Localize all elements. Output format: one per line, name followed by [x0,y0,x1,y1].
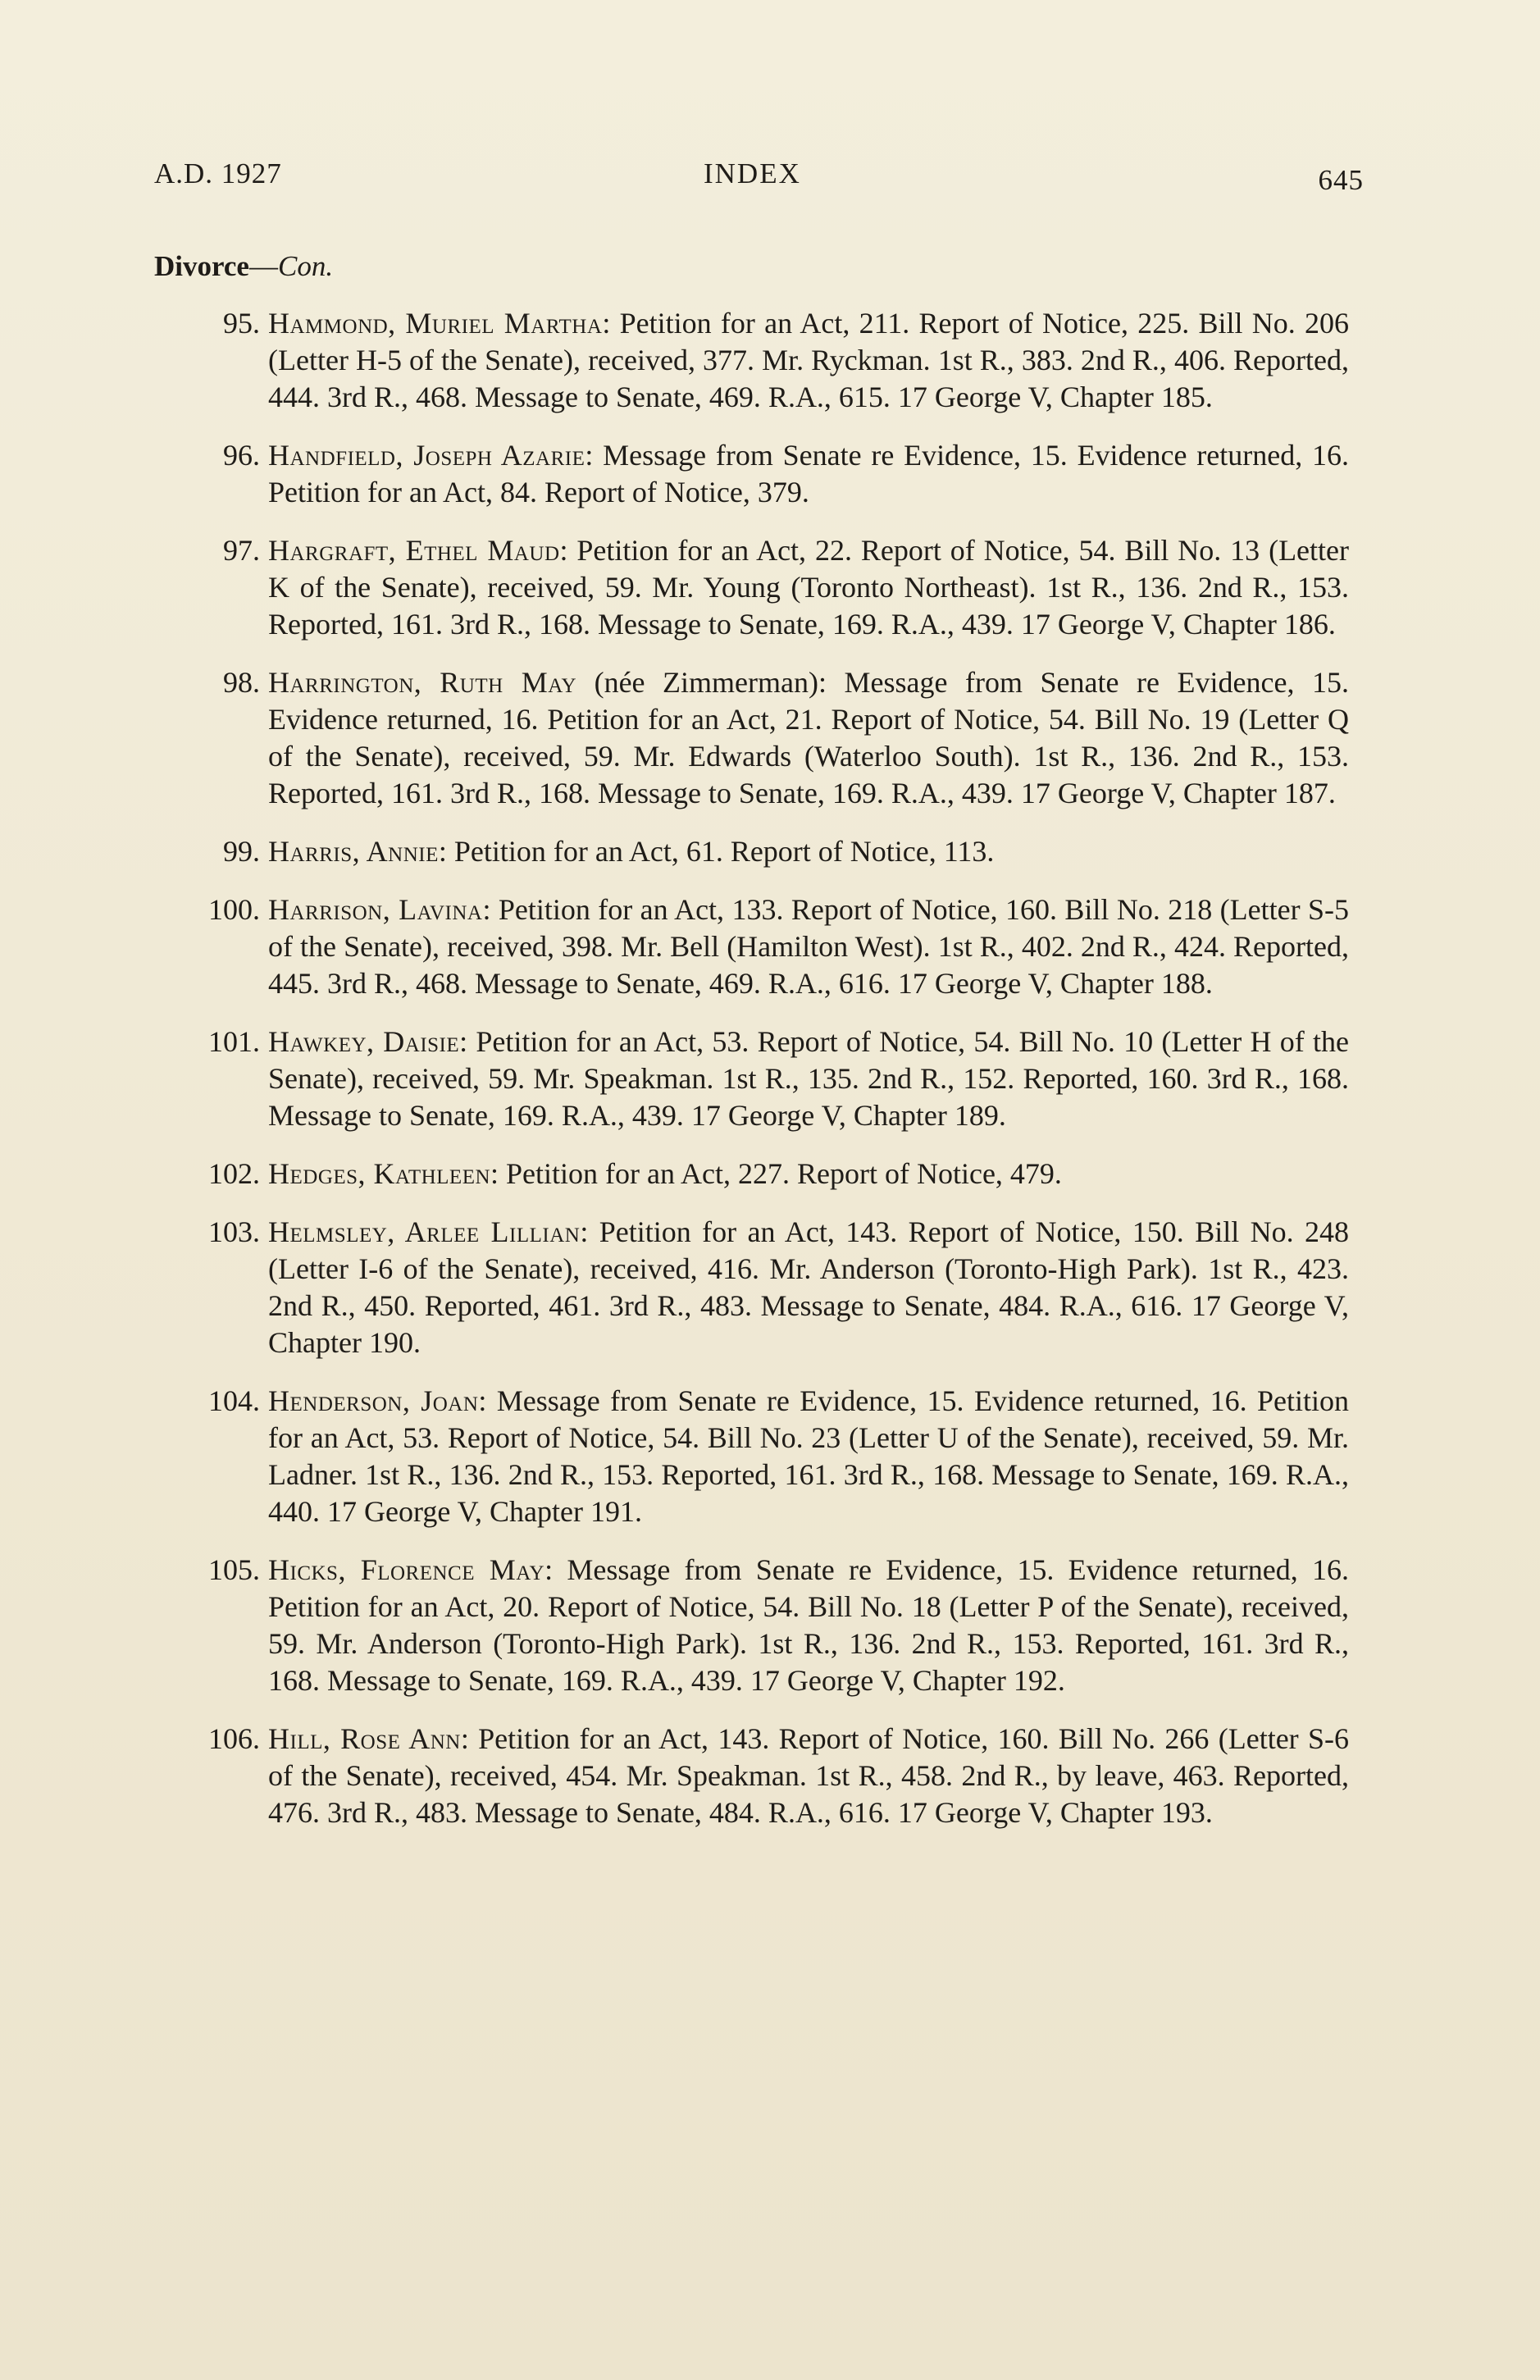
entry-text: : Message from Senate re Evidence, 15. Evidence returned, 16. Petition for an Act, 53. Report of Notice, 54. Bill No. 23 (Letter U of the Senate), received, 59. Mr. Ladner. 1st R., 136. 2nd R., 153. Reported, 161. 3rd R., 168. Message to Senate, 169. R.A., 440. 17 George V, Chapter 191. [268,1384,1349,1528]
entry-number: 98. [223,666,260,699]
index-entry [176,664,1349,812]
entry-text: : Petition for an Act, 22. Report of Notice, 54. Bill No. 13 (Letter K of the Senate), received, 59. Mr. Young (Toronto Northeast). 1st R., 136. 2nd R., 153. Reported, 161. 3rd R., 168. Message to Senate, 169. R.A., 439. 17 George V, Chapter 186. [268,534,1350,641]
entry-number: 99. [223,835,260,868]
entry-number: 97. [223,534,260,567]
entry-name: Hedges, Kathleen [268,1157,491,1190]
entry-text: : Message from Senate re Evidence, 15. Evidence returned, 16. Petition for an Act, 84. Report of Notice, 379. [268,439,1349,508]
entry-name: Henderson, Joan [268,1384,479,1417]
header-title: INDEX [704,157,801,189]
entry-number: 104. [208,1384,260,1417]
index-entry [176,437,1349,511]
section-title: Divorce [154,250,249,282]
entry-name: Hammond, Muriel Martha [268,307,603,340]
section-dash: — [248,250,278,282]
entry-text: : Petition for an Act, 227. Report of Notice, 479. [490,1157,1062,1190]
running-head [154,157,1364,198]
index-entry [176,1214,1349,1361]
header-year: A.D. 1927 [154,157,282,189]
entry-number: 103. [208,1215,260,1248]
entry-text: : Message from Senate re Evidence, 15. Evidence returned, 16. Petition for an Act, 20. Report of Notice, 54. Bill No. 18 (Letter P of the Senate), received, 59. Mr. Anderson (Toronto-High Park). 1st R., 136. 2nd R., 153. Reported, 161. 3rd R., 168. Message to Senate, 169. R.A., 439. 17 George V, Chapter 192. [268,1553,1349,1697]
entry-name: Harrison, Lavina [268,893,483,926]
entry-number: 105. [208,1553,260,1586]
entry-number: 106. [208,1722,260,1755]
index-entry [176,1156,1349,1192]
section-continued: Con. [277,250,334,282]
entry-name: Harrington, Ruth May [268,666,577,699]
section-heading [154,250,333,283]
entry-number: 95. [223,307,260,340]
index-entry [176,1721,1349,1831]
entry-text: (née Zimmerman): Message from Senate re Evidence, 15. Evidence returned, 16. Petition for an Act, 21. Report of Notice, 54. Bill No. 19 (Letter Q of the Senate), received, 59. Mr. Edwards (Waterloo South). 1st R., 136. 2nd R., 153. Reported, 161. 3rd R., 168. Message to Senate, 169. R.A., 439. 17 George V, Chapter 187. [268,666,1349,809]
index-entry [176,1552,1349,1699]
entry-number: 102. [208,1157,260,1190]
entry-name: Hawkey, Daisie [268,1025,460,1058]
entry-text: : Petition for an Act, 143. Report of Notice, 150. Bill No. 248 (Letter I-6 of the Senate), received, 416. Mr. Anderson (Toronto-High Park). 1st R., 423. 2nd R., 450. Reported, 461. 3rd R., 483. Message to Senate, 484. R.A., 616. 17 George V, Chapter 190. [268,1215,1350,1359]
entry-name: Hill, Rose Ann [268,1722,461,1755]
entry-name: Hargraft, Ethel Maud [268,534,560,567]
entry-name: Hicks, Florence May [268,1553,545,1586]
index-entry [176,1383,1349,1530]
entry-text: : Petition for an Act, 53. Report of Notice, 54. Bill No. 10 (Letter H of the Senate), received, 59. Mr. Speakman. 1st R., 135. 2nd R., 152. Reported, 160. 3rd R., 168. Message to Senate, 169. R.A., 439. 17 George V, Chapter 189. [268,1025,1349,1132]
index-entries [176,305,1349,1853]
entry-text: : Petition for an Act, 133. Report of Notice, 160. Bill No. 218 (Letter S-5 of the Senate), received, 398. Mr. Bell (Hamilton West). 1st R., 402. 2nd R., 424. Reported, 445. 3rd R., 468. Message to Senate, 469. R.A., 616. 17 George V, Chapter 188. [268,893,1349,1000]
index-entry [176,305,1349,416]
entry-number: 100. [208,893,260,926]
entry-name: Handfield, Joseph Azarie [268,439,585,472]
entry-number: 96. [223,439,260,472]
index-entry [176,1024,1349,1134]
entry-number: 101. [208,1025,260,1058]
entry-text: : Petition for an Act, 143. Report of Notice, 160. Bill No. 266 (Letter S-6 of the Senate), received, 454. Mr. Speakman. 1st R., 458. 2nd R., by leave, 463. Reported, 476. 3rd R., 483. Message to Senate, 484. R.A., 616. 17 George V, Chapter 193. [268,1722,1349,1829]
index-entry [176,532,1349,643]
entry-name: Harris, Annie [268,835,439,868]
entry-name: Helmsley, Arlee Lillian [268,1215,581,1248]
index-entry [176,891,1349,1002]
entry-text: : Petition for an Act, 61. Report of Notice, 113. [438,835,995,868]
page-number: 645 [1318,164,1364,196]
entry-text: : Petition for an Act, 211. Report of Notice, 225. Bill No. 206 (Letter H-5 of the Senate), received, 377. Mr. Ryckman. 1st R., 383. 2nd R., 406. Reported, 444. 3rd R., 468. Message to Senate, 469. R.A., 615. 17 George V, Chapter 185. [268,307,1349,413]
index-entry [176,833,1349,870]
